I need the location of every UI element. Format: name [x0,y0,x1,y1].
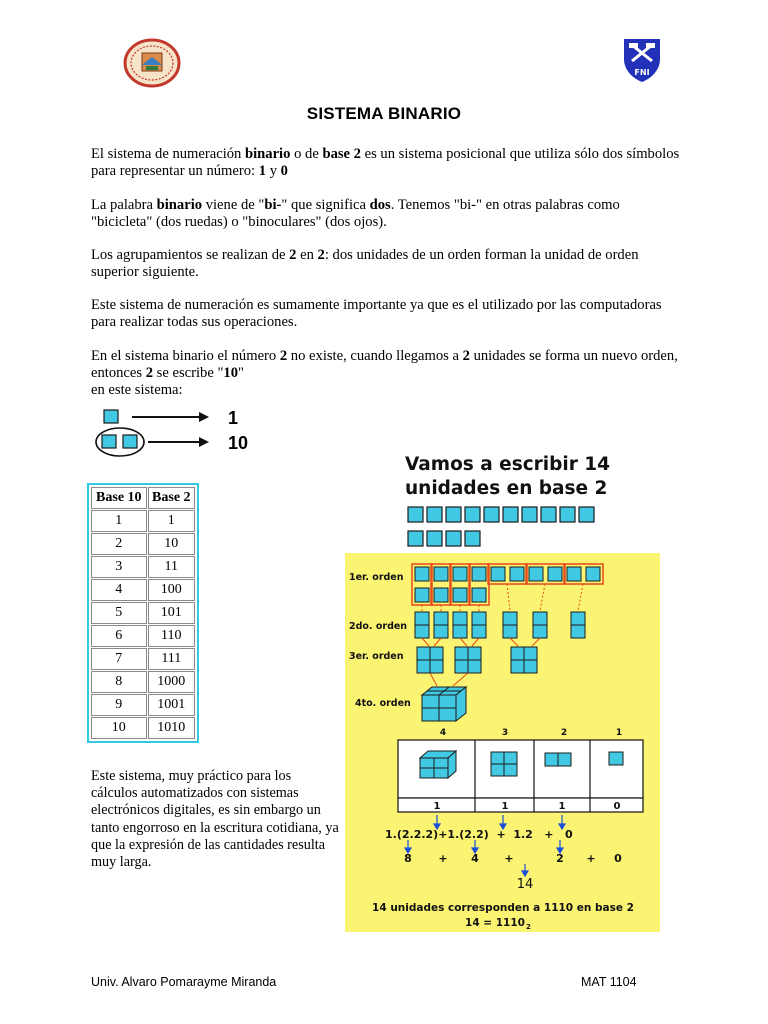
term-0: 0 [614,852,622,865]
footer-author: Univ. Alvaro Pomarayme Miranda [91,975,277,989]
position-label-4: 4 [439,728,447,738]
paragraph-etymology: La palabra binario viene de "bi-" que significa dos. Tenemos "bi-" en otras palabras como "bicicleta" (dos ruedas) o "binoculares" (dos ojos). [91,197,620,230]
cell-base-2: 111 [148,648,195,670]
cell-base-10: 2 [91,533,147,555]
fourteen-units-illustration [406,505,606,549]
cell-base-10: 10 [91,717,147,739]
figure-heading [405,453,610,501]
table-row [91,671,195,693]
paragraph-practicality: Este sistema, muy práctico para los cálculos automatizados con sistemas electrónicos digitales, es sin embargo un tanto engorroso en la escritura cotidiana, ya que la expresión de las cantidades resulta muy larga. [91,768,339,871]
cell-base-10: 6 [91,625,147,647]
order-label-1: 1er. orden [349,572,404,583]
table-row [91,533,195,555]
cell-base-2: 1 [148,510,195,532]
cell-base-10: 5 [91,602,147,624]
conclusion-equation: 14 = 1110 [465,917,525,929]
table-row [91,602,195,624]
figure-heading-line-1: Vamos a escribir 14 [405,454,611,475]
paragraph-two-does-not-exist: En el sistema binario el número 2 no existe, cuando llegamos a 2 unidades se forma un nuevo orden, entonces 2 se escribe "10" en este sistema: [91,348,678,398]
cell-base-10: 4 [91,579,147,601]
digit-position-2: 1 [558,801,566,812]
cell-base-10: 7 [91,648,147,670]
fni-logo-text: FNI [634,68,650,77]
label-ten: 10 [228,433,249,453]
table-row [91,694,195,716]
grouping-diagram [345,553,660,932]
conversion-table-frame [87,483,199,743]
digit-position-4: 1 [433,801,441,812]
table-row [91,717,195,739]
cell-base-2: 11 [148,556,195,578]
paragraph-definition: El sistema de numeración binario o de base 2 es un sistema posicional que utiliza sólo dos símbolos para representar un número: 1 y 0 [91,146,680,179]
university-seal-logo [123,38,181,88]
term-2: 2 [556,852,564,865]
cell-base-2: 101 [148,602,195,624]
order-label-4: 4to. orden [355,698,411,709]
cell-base-10: 1 [91,510,147,532]
cell-base-2: 1010 [148,717,195,739]
term-4: 4 [471,852,479,865]
fni-shield-logo [620,35,664,83]
one-and-ten-diagram [92,404,258,460]
position-label-3: 3 [501,728,509,738]
plus-sign: + [504,852,514,865]
plus-sign: + [438,852,448,865]
order-label-2: 2do. orden [349,621,408,632]
cell-base-2: 100 [148,579,195,601]
position-label-2: 2 [560,728,568,738]
cell-base-10: 9 [91,694,147,716]
digit-position-3: 1 [501,801,509,812]
footer-course: MAT 1104 [581,975,637,989]
cell-base-2: 1001 [148,694,195,716]
page-title: SISTEMA BINARIO [306,104,462,123]
expansion-expression: 1.(2.2.2)+1.(2.2) + 1.2 + 0 [385,828,573,841]
table-row [91,556,195,578]
term-8: 8 [404,852,412,865]
table-row [91,625,195,647]
cell-base-10: 8 [91,671,147,693]
position-label-1: 1 [615,728,623,738]
label-one: 1 [228,408,239,428]
header-base-2: Base 2 [148,487,195,509]
conclusion-text: 14 unidades corresponden a 1110 en base 2 [372,902,634,914]
cell-base-2: 110 [148,625,195,647]
base-conversion-table [90,486,196,740]
cell-base-10: 3 [91,556,147,578]
order-label-3: 3er. orden [349,651,404,662]
table-row [91,648,195,670]
plus-sign: + [586,852,596,865]
digit-position-1: 0 [613,801,621,812]
figure-heading-line-2: unidades en base 2 [405,478,608,499]
table-row [91,510,195,532]
total-fourteen: 14 [516,877,534,892]
header-base-10: Base 10 [91,487,147,509]
cell-base-2: 1000 [148,671,195,693]
cell-base-2: 10 [148,533,195,555]
paragraph-grouping: Los agrupamientos se realizan de 2 en 2: dos unidades de un orden forman la unidad de orden superior siguiente. [91,247,639,280]
equation-subscript: 2 [526,923,531,931]
table-row [91,579,195,601]
paragraph-importance: Este sistema de numeración es sumamente importante ya que es el utilizado por las computadoras para realizar todas sus operaciones. [91,297,662,330]
